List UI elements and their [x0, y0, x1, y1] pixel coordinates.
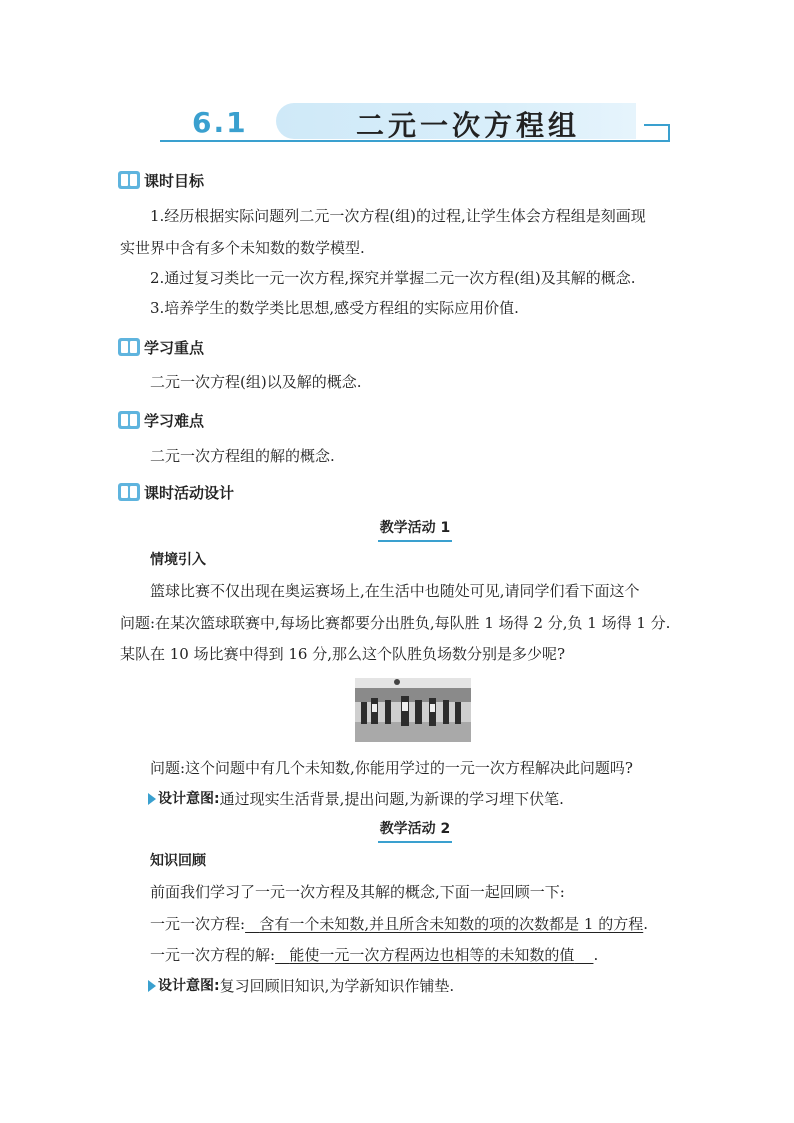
book-icon [118, 411, 140, 429]
basketball-photo-illustration [355, 678, 471, 742]
book-icon [118, 171, 140, 189]
difficulties-text: 二元一次方程组的解的概念. [150, 447, 335, 465]
key-points-text: 二元一次方程(组)以及解的概念. [150, 373, 362, 391]
fill-blank-answer-text: 含有一个未知数,并且所含未知数的项的次数都是 1 的方程 [259, 915, 644, 933]
title-corner-line [644, 124, 670, 126]
section-number: 6.1 [192, 106, 248, 139]
activity1-paragraph-line: 某队在 10 场比赛中得到 16 分,那么这个队胜负场数分别是多少呢? [120, 645, 566, 663]
objectives-heading [118, 170, 204, 190]
triangle-bullet-icon [148, 980, 156, 992]
fill-blank-answer [245, 915, 643, 933]
activity1-subheading: 情境引入 [150, 552, 206, 568]
fill-blank-answer [275, 946, 593, 964]
book-icon [118, 338, 140, 356]
difficulties-heading-label: 学习难点 [144, 411, 205, 430]
activity2-title [320, 818, 510, 843]
basketball-game-photo [355, 678, 471, 742]
activity2-title-label: 教学活动 2 [378, 818, 453, 843]
definition-end: . [643, 915, 649, 933]
activity1-question: 问题:这个问题中有几个未知数,你能用学过的一元一次方程解决此问题吗? [150, 759, 633, 777]
activity1-paragraph-line: 问题:在某次篮球联赛中,每场比赛都要分出胜负,每队胜 1 场得 2 分,负 1 场得 1 分. [120, 614, 671, 632]
definition-label: 一元一次方程: [150, 915, 246, 933]
book-icon [118, 483, 140, 501]
activity1-title-label: 教学活动 1 [378, 517, 453, 542]
design-intent-label: 设计意图: [158, 791, 220, 807]
difficulties-heading [118, 410, 204, 430]
activity2-intro: 前面我们学习了一元一次方程及其解的概念,下面一起回顾一下: [150, 883, 565, 901]
fill-blank-answer-text: 能使一元一次方程两边也相等的未知数的值 [289, 946, 575, 964]
objective-line: 实世界中含有多个未知数的数学模型. [120, 239, 365, 257]
design-intent-text: 通过现实生活背景,提出问题,为新课的学习埋下伏笔. [219, 790, 564, 808]
design-intent-label: 设计意图: [158, 978, 220, 994]
triangle-bullet-icon [148, 793, 156, 805]
activity2-design-intent [148, 976, 454, 996]
objective-line: 3.培养学生的数学类比思想,感受方程组的实际应用价值. [150, 299, 519, 317]
chapter-title: 二元一次方程组 [356, 109, 581, 142]
key-points-heading [118, 337, 204, 357]
activity1-title [320, 517, 510, 542]
definition-line-equation [150, 914, 648, 934]
key-points-heading-label: 学习重点 [144, 338, 205, 357]
activity2-subheading: 知识回顾 [150, 853, 206, 869]
activity1-design-intent [148, 789, 564, 809]
design-intent-text: 复习回顾旧知识,为学新知识作铺垫. [219, 977, 455, 995]
objectives-heading-label: 课时目标 [144, 171, 205, 190]
objective-line: 2.通过复习类比一元一次方程,探究并掌握二元一次方程(组)及其解的概念. [150, 269, 636, 287]
definition-label: 一元一次方程的解: [150, 946, 276, 964]
objective-line: 1.经历根据实际问题列二元一次方程(组)的过程,让学生体会方程组是刻画现 [150, 207, 646, 225]
activity1-paragraph-line: 篮球比赛不仅出现在奥运赛场上,在生活中也随处可见,请同学们看下面这个 [150, 582, 640, 600]
title-corner-line-vertical [668, 124, 670, 142]
activities-heading-label: 课时活动设计 [144, 483, 235, 502]
definition-end: . [593, 946, 599, 964]
definition-line-solution [150, 945, 598, 965]
activities-heading [118, 482, 234, 502]
